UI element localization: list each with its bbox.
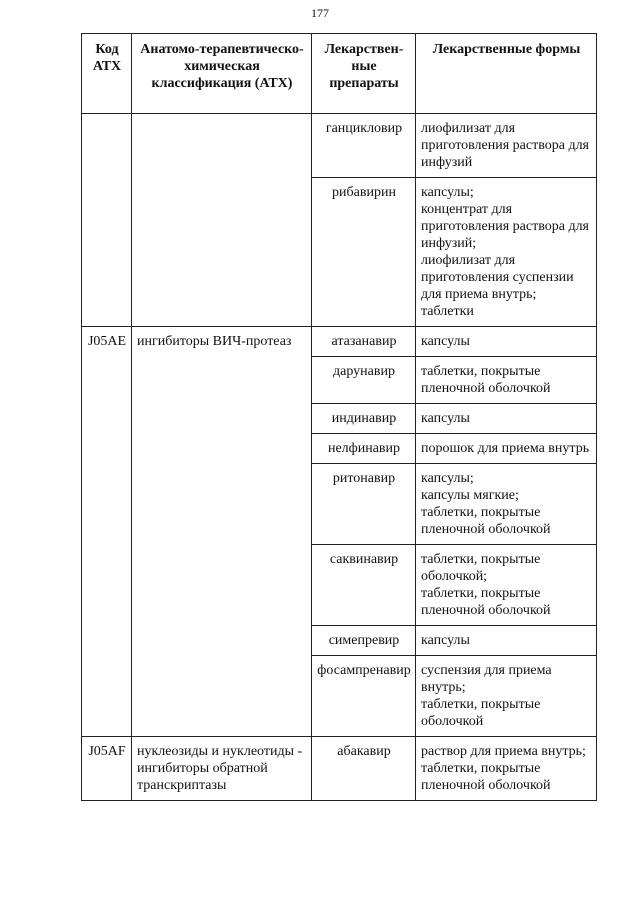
dosage-form-cell: лиофилизат для приготовления раствора для инфузий <box>416 114 597 178</box>
drug-name-cell: симепревир <box>312 626 416 656</box>
dosage-form-cell: капсулы <box>416 327 597 357</box>
drug-name-cell: абакавир <box>312 737 416 801</box>
dosage-form-cell: таблетки, покрытые пленочной оболочкой <box>416 357 597 404</box>
atx-code-cell <box>82 114 132 327</box>
dosage-form-cell: капсулы <box>416 404 597 434</box>
atx-code-cell: J05AF <box>82 737 132 801</box>
dosage-form-cell: раствор для приема внутрь; таблетки, покрытые пленочной оболочкой <box>416 737 597 801</box>
page-number: 177 <box>311 6 329 20</box>
drug-name-cell: саквинавир <box>312 545 416 626</box>
classification-cell: нуклеозиды и нуклеотиды - ингибиторы обратной транскриптазы <box>132 737 312 801</box>
drug-name-cell: ритонавир <box>312 464 416 545</box>
dosage-form-cell: капсулы <box>416 626 597 656</box>
dosage-form-cell: капсулы; концентрат для приготовления раствора для инфузий; лиофилизат для приготовления суспензии для приема внутрь; таблетки <box>416 178 597 327</box>
drug-name-cell: фосампренавир <box>312 656 416 737</box>
drug-name-cell: рибавирин <box>312 178 416 327</box>
header-forms: Лекарственные формы <box>416 34 597 114</box>
dosage-form-cell: таблетки, покрытые оболочкой; таблетки, покрытые пленочной оболочкой <box>416 545 597 626</box>
drug-name-cell: атазанавир <box>312 327 416 357</box>
drug-name-cell: нелфинавир <box>312 434 416 464</box>
header-drugs: Лекарствен-ные препараты <box>312 34 416 114</box>
drug-name-cell: дарунавир <box>312 357 416 404</box>
header-code: Код АТХ <box>82 34 132 114</box>
dosage-form-cell: порошок для приема внутрь <box>416 434 597 464</box>
drug-name-cell: ганцикловир <box>312 114 416 178</box>
header-classification: Анатомо-терапевтическо-химическая классификация (АТХ) <box>132 34 312 114</box>
table-row <box>82 114 597 178</box>
classification-cell: ингибиторы ВИЧ-протеаз <box>132 327 312 737</box>
table-header-row <box>82 34 597 114</box>
table-row <box>82 327 597 357</box>
classification-cell <box>132 114 312 327</box>
table-row <box>82 737 597 801</box>
table-body <box>82 114 597 801</box>
atx-table <box>81 33 597 801</box>
dosage-form-cell: капсулы; капсулы мягкие; таблетки, покрытые пленочной оболочкой <box>416 464 597 545</box>
dosage-form-cell: суспензия для приема внутрь; таблетки, покрытые оболочкой <box>416 656 597 737</box>
atx-code-cell: J05AE <box>82 327 132 737</box>
drug-name-cell: индинавир <box>312 404 416 434</box>
